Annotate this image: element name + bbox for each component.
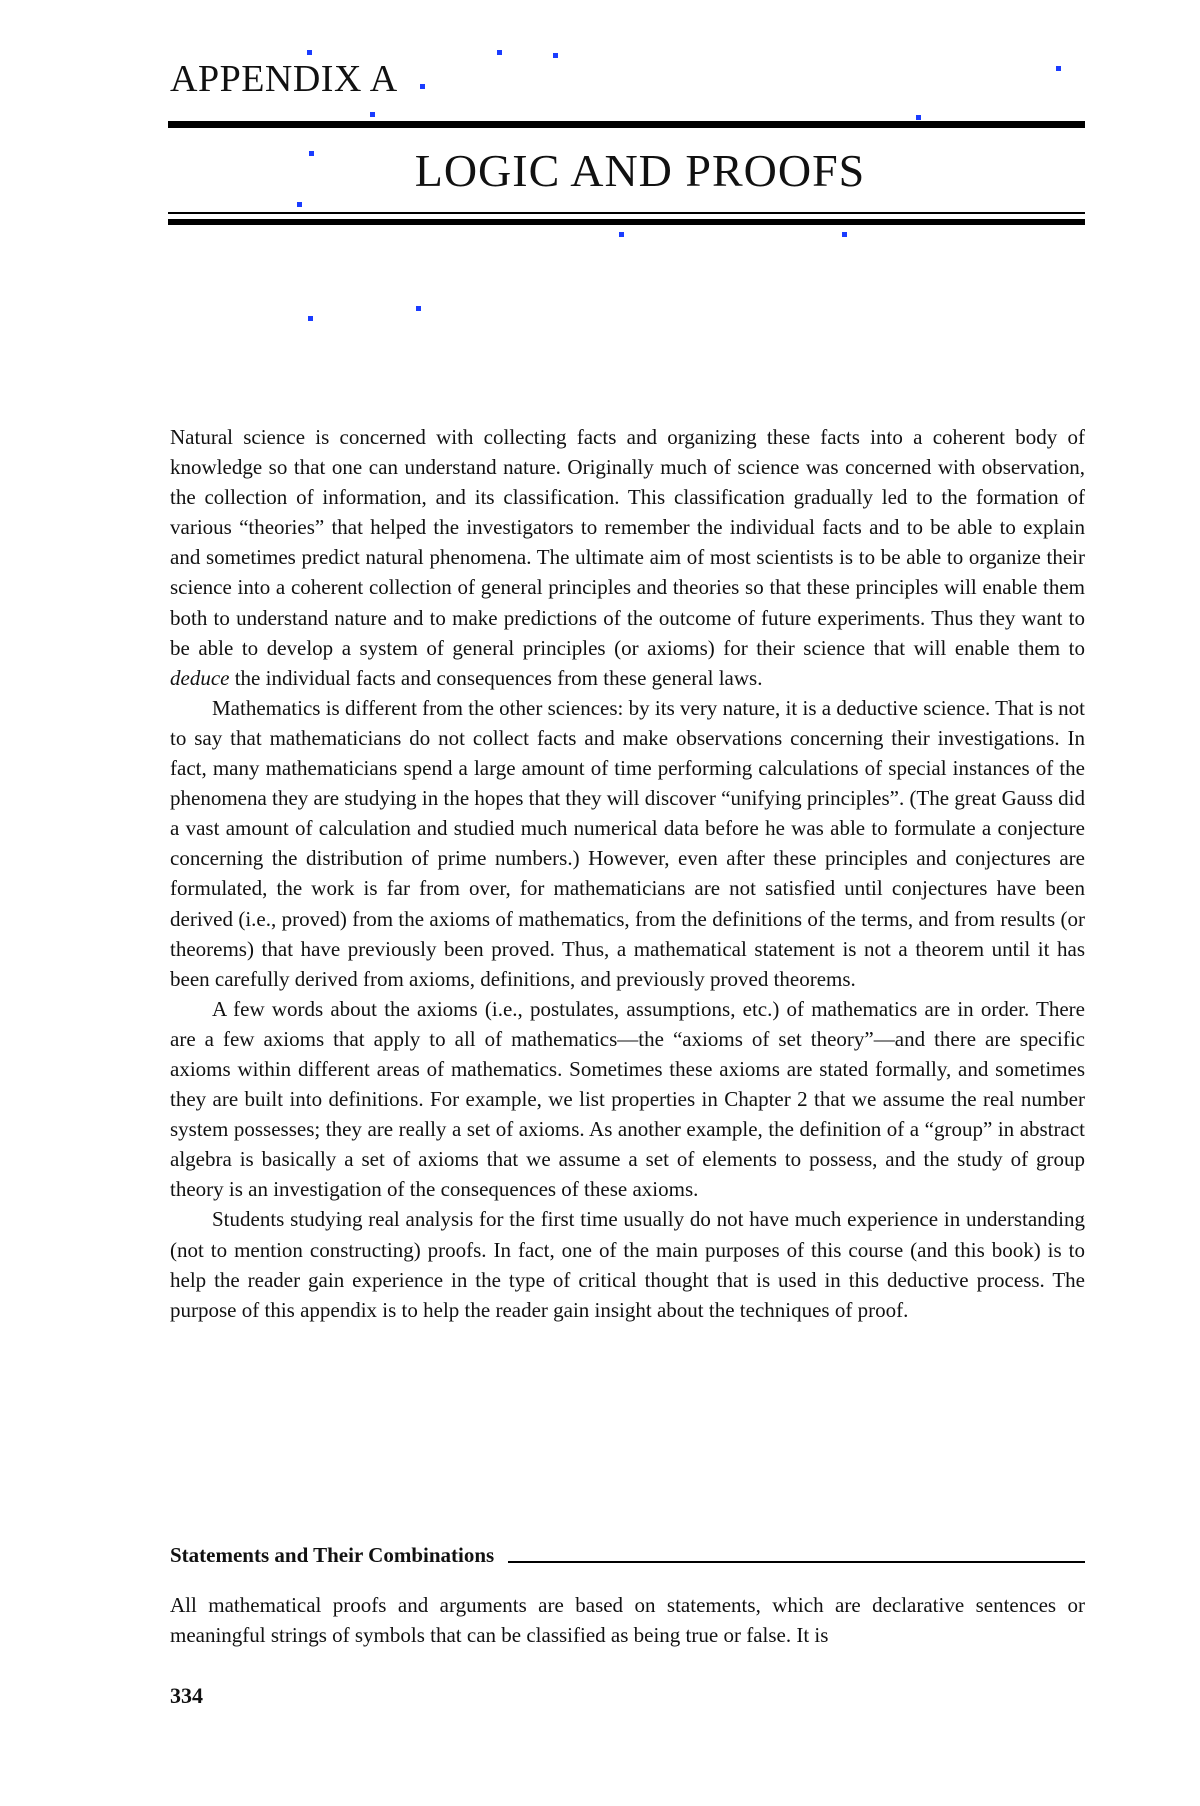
paragraph bbox=[170, 422, 1085, 693]
scan-artifact-dot bbox=[308, 316, 313, 321]
scan-artifact-dot bbox=[370, 112, 375, 117]
paragraph: Students studying real analysis for the first time usually do not have much experience in understanding (not to mention constructing) proofs. In fact, one of the main purposes of this course (and this book) is to help the reader gain experience in the type of critical thought that is used in this deductive process. The purpose of this appendix is to help the reader gain insight about the techniques of proof. bbox=[170, 1207, 1085, 1322]
scan-artifact-dot bbox=[842, 232, 847, 237]
appendix-label: APPENDIX A bbox=[170, 58, 398, 100]
paragraph-text: Natural science is concerned with collecting facts and organizing these facts into a coherent body of knowledge so that one can understand nature. Originally much of science was concerned with observation, the collection of information, and its classification. This classification gradually led to the formation of various “theories” that helped the investigators to remember the individual facts and to be able to explain and sometimes predict natural phenomena. The ultimate aim of most scientists is to be able to organize their science into a coherent collection of general principles and theories so that these principles will enable them both to understand nature and to make predictions of the outcome of future experiments. Thus they want to be able to develop a system of general principles (or axioms) for their science that will enable them to bbox=[170, 425, 1085, 660]
section-heading-rule bbox=[508, 1561, 1085, 1563]
paragraph: All mathematical proofs and arguments are based on statements, which are declarative sentences or meaningful strings of symbols that can be classified as being true or false. It is bbox=[170, 1593, 1085, 1648]
chapter-title: LOGIC AND PROOFS bbox=[414, 145, 866, 196]
scan-artifact-dot bbox=[297, 202, 302, 207]
scan-artifact-dot bbox=[309, 151, 314, 156]
header-rule-top bbox=[168, 121, 1085, 128]
paragraph: A few words about the axioms (i.e., postulates, assumptions, etc.) of mathematics are in order. There are a few axioms that apply to all of mathematics—the “axioms of set theory”—and there are specific axioms within different areas of mathematics. Sometimes these axioms are stated formally, and sometimes they are built into definitions. For example, we list properties in Chapter 2 that we assume the real number system possesses; they are really a set of axioms. As another example, the definition of a “group” in abstract algebra is basically a set of axioms that we assume a set of elements to possess, and the study of group theory is an investigation of the consequences of these axioms. bbox=[170, 996, 1085, 1202]
emphasis-text: deduce bbox=[170, 665, 230, 690]
section-heading bbox=[170, 1545, 1085, 1566]
scan-artifact-dot bbox=[497, 50, 502, 55]
paragraph: Mathematics is different from the other sciences: by its very nature, it is a deductive science. That is not to say that mathematicians do not collect facts and make observations concerning their investigations. In fact, many mathematicians spend a large amount of time performing calculations of special instances of the phenomena they are studying in the hopes that they will discover “unifying principles”. (The great Gauss did a vast amount of calculation and studied much numerical data before he was able to formulate a conjecture concerning the distribution of prime numbers.) However, even after these principles and conjectures are formulated, the work is far from over, for mathematicians are not satisfied until conjectures have been derived (i.e., proved) from the axioms of mathematics, from the definitions of the terms, and from results (or theorems) that have previously been proved. Thus, a mathematical statement is not a theorem until it has been carefully derived from axioms, definitions, and previously proved theorems. bbox=[170, 695, 1086, 991]
section-heading-text: Statements and Their Combinations bbox=[170, 1543, 495, 1567]
scan-artifact-dot bbox=[916, 115, 921, 120]
paragraph-text: the individual facts and consequences from these general laws. bbox=[229, 665, 763, 690]
page-number: 334 bbox=[170, 1683, 203, 1708]
body-text bbox=[170, 422, 1085, 1325]
scan-artifact-dot bbox=[416, 306, 421, 311]
scan-artifact-dot bbox=[1056, 66, 1061, 71]
scan-artifact-dot bbox=[619, 232, 624, 237]
scan-artifact-dot bbox=[420, 84, 425, 89]
scan-artifact-dot bbox=[553, 53, 558, 58]
section-text bbox=[170, 1590, 1085, 1650]
header-rule-bottom bbox=[168, 219, 1085, 225]
scan-artifact-dot bbox=[307, 50, 312, 55]
header-rule-thin bbox=[168, 212, 1085, 214]
